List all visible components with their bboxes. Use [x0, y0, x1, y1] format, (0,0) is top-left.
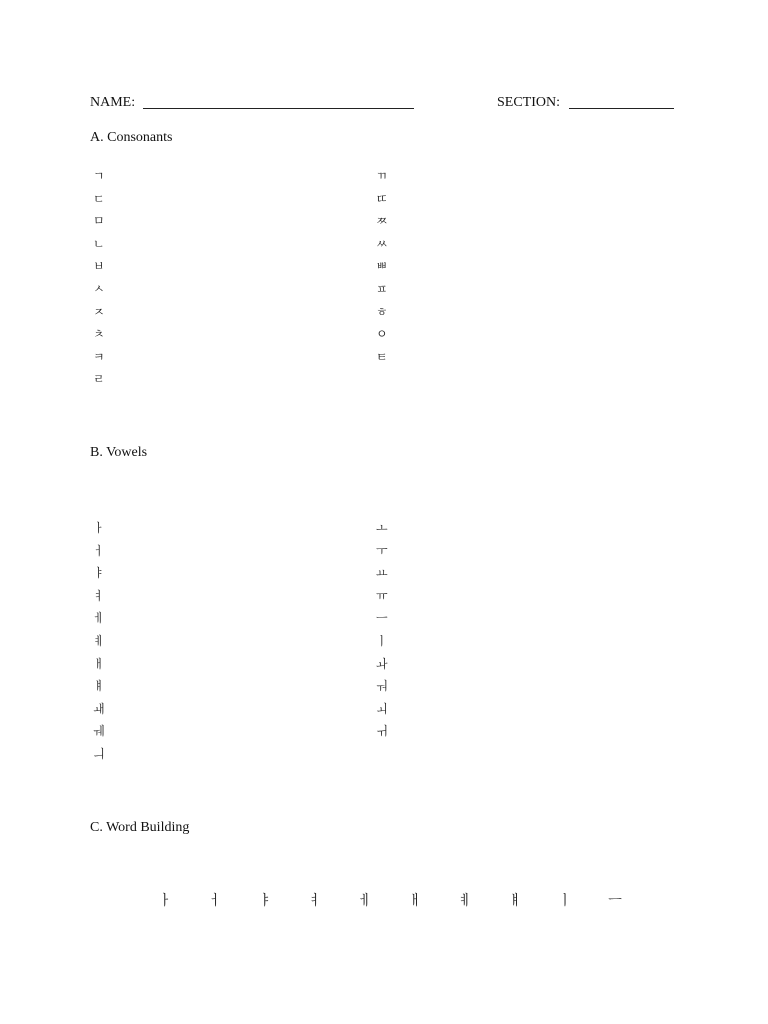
consonant-item: ㄲ [376, 169, 388, 183]
word-building-vowel: ㅡ [608, 893, 622, 909]
consonant-item: ㅁ [93, 214, 105, 229]
consonant-item: ㄹ [93, 372, 105, 387]
vowel-item: ㅠ [376, 588, 388, 603]
consonants-right-list [376, 165, 388, 368]
consonant-item: ㅌ [376, 349, 388, 364]
name-blank[interactable] [143, 108, 414, 109]
consonant-item: ㅇ [376, 327, 388, 342]
vowel-item: ㅒ [93, 679, 105, 694]
section-blank[interactable] [569, 108, 674, 109]
vowels-right-list [376, 517, 388, 743]
consonant-item: ㅍ [376, 281, 388, 296]
consonant-item: ㅃ [376, 259, 388, 274]
vowel-item: ㅝ [376, 679, 388, 694]
consonants-left-list [93, 165, 105, 391]
vowel-item: ㅐ [93, 656, 105, 671]
word-building-vowel: ㅑ [258, 893, 272, 909]
vowel-item: ㅔ [93, 611, 105, 626]
vowel-item: ㅑ [93, 566, 105, 581]
vowel-item: ㅓ [93, 543, 105, 558]
word-building-vowel: ㅒ [508, 893, 522, 909]
vowel-item: ㅛ [376, 566, 388, 581]
consonant-item: ㅂ [93, 259, 105, 274]
consonant-item: ㅋ [93, 349, 105, 364]
vowels-left-list [93, 517, 105, 766]
vowel-item: ㅗ [376, 521, 388, 535]
word-building-vowel: ㅖ [458, 893, 472, 909]
word-building-vowel: ㅕ [308, 893, 322, 909]
consonant-item: ㅆ [376, 236, 388, 251]
vowel-item: ㅕ [93, 588, 105, 603]
word-building-heading: C. Word Building [90, 820, 190, 835]
word-building-vowel: ㅐ [408, 893, 422, 909]
consonant-item: ㅊ [93, 327, 105, 342]
consonant-item: ㄸ [376, 191, 388, 206]
vowels-heading: B. Vowels [90, 445, 148, 460]
vowel-item: ㅢ [93, 746, 105, 761]
consonant-item: ㅉ [376, 214, 388, 229]
consonant-item: ㅎ [376, 304, 388, 319]
name-label: NAME: [90, 95, 136, 110]
consonants-heading: A. Consonants [90, 130, 173, 145]
consonant-item: ㅈ [93, 304, 105, 319]
vowel-item: ㅣ [376, 633, 388, 648]
word-building-vowel: ㅔ [358, 893, 372, 909]
word-building-vowel: ㅏ [158, 893, 172, 909]
vowel-item: ㅟ [376, 724, 388, 739]
vowel-item: ㅘ [376, 656, 388, 671]
consonant-item: ㄷ [93, 191, 105, 206]
vowel-item: ㅖ [93, 633, 105, 648]
consonant-item: ㄴ [93, 236, 105, 251]
consonant-item: ㅅ [93, 281, 105, 296]
word-building-vowel-row [140, 890, 640, 910]
consonant-item: ㄱ [93, 169, 105, 183]
vowel-item: ㅜ [376, 543, 388, 558]
section-label: SECTION: [497, 95, 560, 110]
word-building-vowel: ㅣ [558, 893, 572, 909]
vowel-item: ㅡ [376, 611, 388, 626]
vowel-item: ㅙ [93, 701, 105, 716]
vowel-item: ㅚ [376, 701, 388, 716]
vowel-item: ㅞ [93, 724, 105, 739]
word-building-vowel: ㅓ [208, 893, 222, 909]
vowel-item: ㅏ [93, 521, 105, 535]
